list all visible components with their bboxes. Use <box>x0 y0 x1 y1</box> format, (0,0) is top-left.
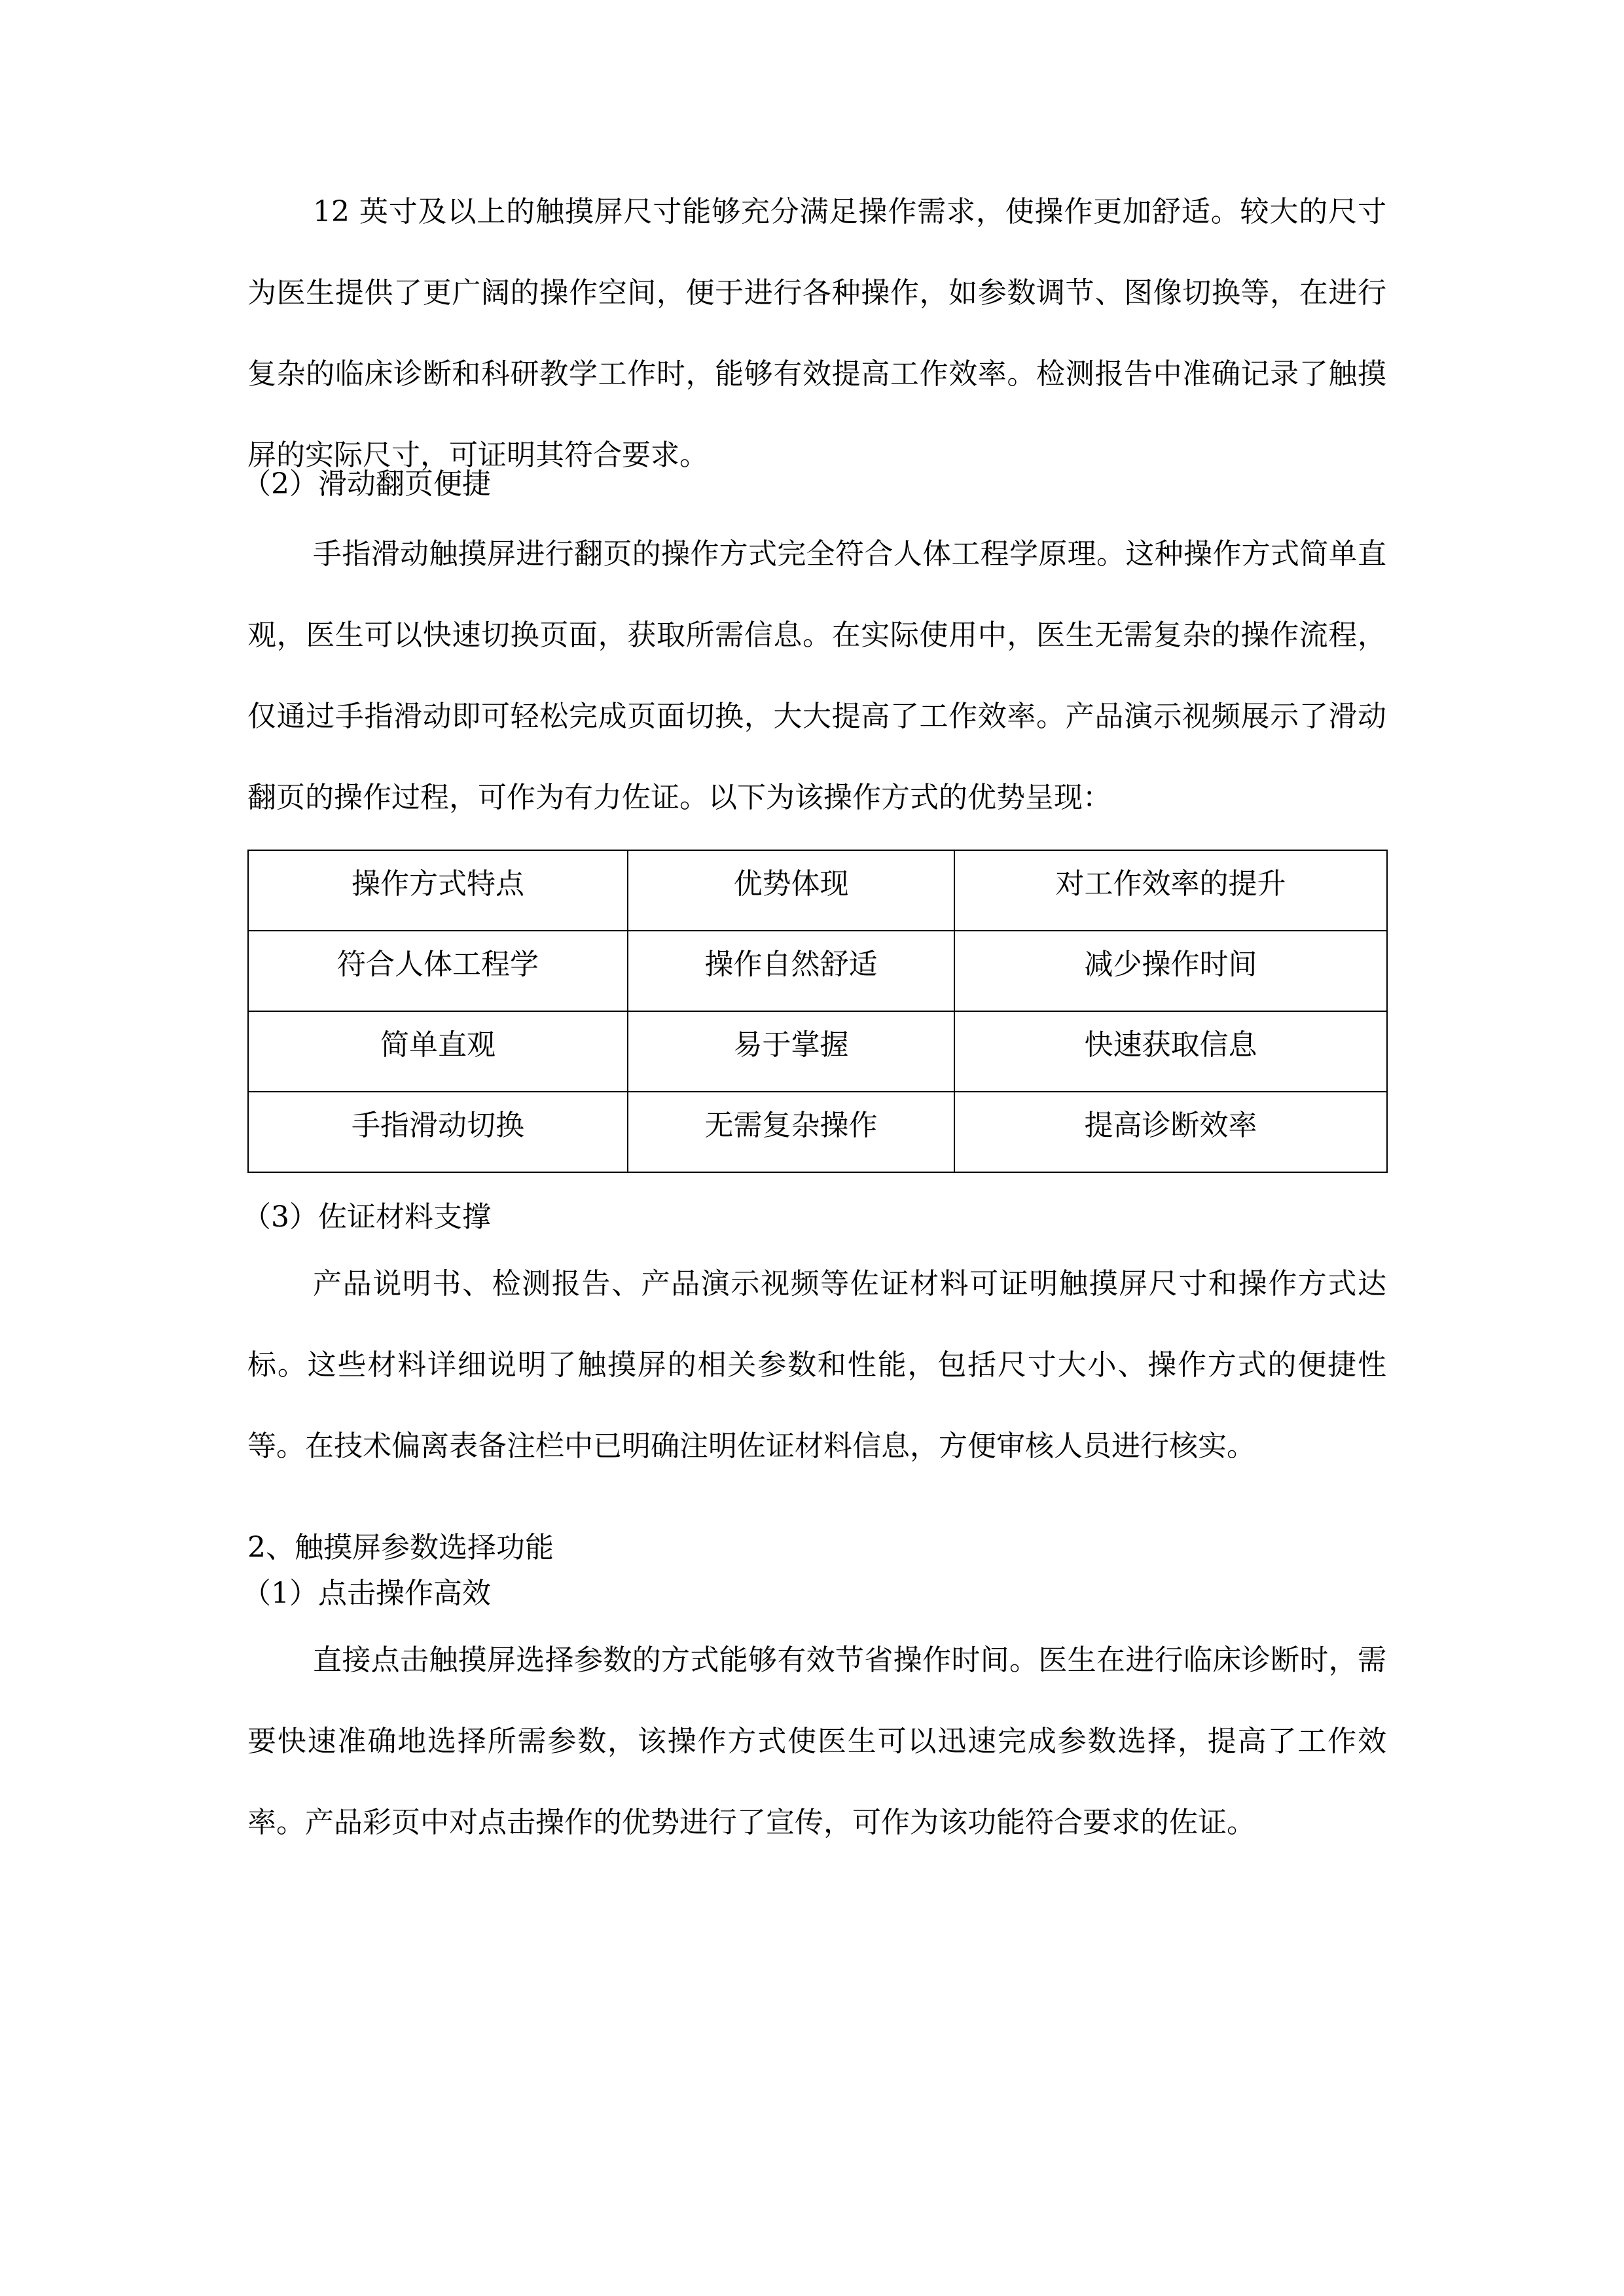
table-cell: 无需复杂操作 <box>628 1092 954 1172</box>
table-cell: 手指滑动切换 <box>248 1092 628 1172</box>
paragraph-evidence <box>247 1244 1386 1487</box>
table-row <box>248 1092 1387 1172</box>
table-row <box>248 931 1387 1011</box>
paragraph-text: 直接点击触摸屏选择参数的方式能够有效节省操作时间。医生在进行临床诊断时，需要快速准确地选择所需参数，该操作方式使医生可以迅速完成参数选择，提高了工作效率。产品彩页中对点击操作的优势进行了宣传，可作为该功能符合要求的佐证。 <box>247 1643 1386 1839</box>
heading-swipe-paging <box>242 465 1386 504</box>
heading-section-2 <box>247 1528 1386 1568</box>
paragraph-click-operation <box>247 1620 1386 1863</box>
table-row <box>248 1011 1387 1092</box>
heading-text: （2）滑动翻页便捷 <box>242 467 491 501</box>
table-cell: 减少操作时间 <box>954 931 1387 1011</box>
table-cell: 符合人体工程学 <box>248 931 628 1011</box>
paragraph-swipe-paging <box>247 514 1386 838</box>
table-header-row <box>248 850 1387 931</box>
table-header-cell: 操作方式特点 <box>248 850 628 931</box>
table-cell: 易于掌握 <box>628 1011 954 1092</box>
paragraph-screen-size <box>247 171 1386 496</box>
table-cell: 操作自然舒适 <box>628 931 954 1011</box>
table-header-cell: 优势体现 <box>628 850 954 931</box>
paragraph-text: 12 英寸及以上的触摸屏尺寸能够充分满足操作需求，使操作更加舒适。较大的尺寸为医生提供了更广阔的操作空间，便于进行各种操作，如参数调节、图像切换等，在进行复杂的临床诊断和科研教学工作时，能够有效提高工作效率。检测报告中准确记录了触摸屏的实际尺寸，可证明其符合要求。 <box>247 195 1386 472</box>
heading-text: （1）点击操作高效 <box>242 1577 491 1610</box>
table-header-cell: 对工作效率的提升 <box>954 850 1387 931</box>
heading-evidence <box>242 1198 1386 1237</box>
advantage-table <box>247 850 1388 1173</box>
heading-text: 2、触摸屏参数选择功能 <box>247 1531 554 1564</box>
paragraph-text: 产品说明书、检测报告、产品演示视频等佐证材料可证明触摸屏尺寸和操作方式达标。这些材料详细说明了触摸屏的相关参数和性能，包括尺寸大小、操作方式的便捷性等。在技术偏离表备注栏中已明确注明佐证材料信息，方便审核人员进行核实。 <box>247 1267 1386 1463</box>
heading-text: （3）佐证材料支撑 <box>242 1200 491 1234</box>
table-cell: 快速获取信息 <box>954 1011 1387 1092</box>
heading-click-operation <box>242 1574 1386 1613</box>
table-cell: 简单直观 <box>248 1011 628 1092</box>
table-cell: 提高诊断效率 <box>954 1092 1387 1172</box>
paragraph-text: 手指滑动触摸屏进行翻页的操作方式完全符合人体工程学原理。这种操作方式简单直观，医生可以快速切换页面，获取所需信息。在实际使用中，医生无需复杂的操作流程，仅通过手指滑动即可轻松完成页面切换，大大提高了工作效率。产品演示视频展示了滑动翻页的操作过程，可作为有力佐证。以下为该操作方式的优势呈现： <box>247 537 1386 814</box>
